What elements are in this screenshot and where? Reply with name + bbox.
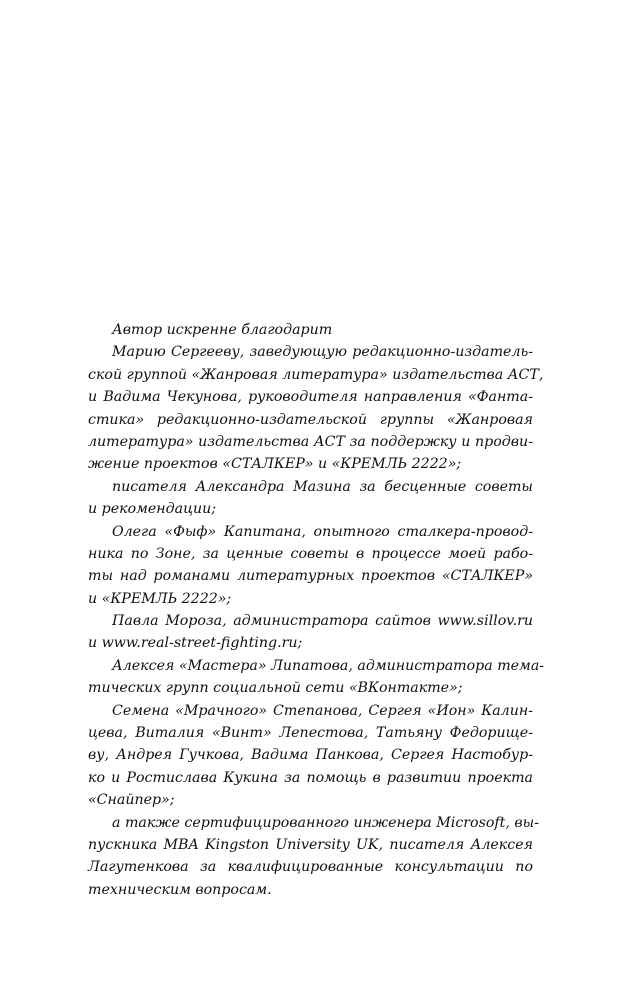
- text-line: и Вадима Чекунова, руководителя направления «Фанта-: [88, 389, 533, 406]
- text-line: и рекомендации;: [88, 501, 217, 518]
- acknowledgements-text: [88, 319, 545, 901]
- text-line: ника по Зоне, за ценные советы в процессе моей рабо-: [88, 545, 533, 562]
- text-line: Алексея «Мастера» Липатова, администратора тема-: [112, 657, 545, 674]
- text-line: цева, Виталия «Винт» Лепестова, Татьяну Федорище-: [88, 725, 533, 742]
- text-line: тических групп социальной сети «ВКонтакте»;: [88, 680, 463, 697]
- text-line: писателя Александра Мазина за бесценные советы: [112, 478, 533, 495]
- text-line: литература» издательства АСТ за поддержку и продви-: [88, 433, 533, 450]
- text-line: стика» редакционно-издательской группы «Жанровая: [88, 411, 533, 428]
- text-line: Марию Сергееву, заведующую редакционно-издатель-: [112, 344, 533, 361]
- text-line: «Снайпер»;: [88, 792, 175, 809]
- text-line: ко и Ростислава Кукина за помощь в развитии проекта: [88, 769, 533, 786]
- text-line: ву, Андрея Гучкова, Вадима Панкова, Сергея Настобур-: [88, 747, 533, 764]
- text-line: техническим вопросам.: [88, 881, 272, 898]
- text-line: Автор искренне благодарит: [112, 322, 333, 338]
- text-line: Павла Мороза, администратора сайтов www.sillov.ru: [112, 613, 533, 630]
- text-line: ты над романами литературных проектов «СТАЛКЕР»: [88, 568, 533, 585]
- text-line: пускника MBA Kingston University UK, писателя Алексея: [88, 836, 533, 853]
- text-line: и «КРЕМЛЬ 2222»;: [88, 590, 232, 607]
- text-line: Семена «Мрачного» Степанова, Сергея «Ион» Калин-: [112, 702, 533, 719]
- text-line: Олега «Фыф» Капитана, опытного сталкера-провод-: [112, 523, 533, 540]
- text-line: Лагутенкова за квалифицированные консультации по: [88, 859, 533, 876]
- text-line: ской группой «Жанровая литература» издательства АСТ,: [88, 366, 544, 383]
- text-line: жение проектов «СТАЛКЕР» и «КРЕМЛЬ 2222»;: [88, 456, 462, 473]
- text-line: а также сертифицированного инженера Microsoft, вы-: [112, 814, 540, 831]
- text-line: и www.real-street-fighting.ru;: [88, 635, 303, 652]
